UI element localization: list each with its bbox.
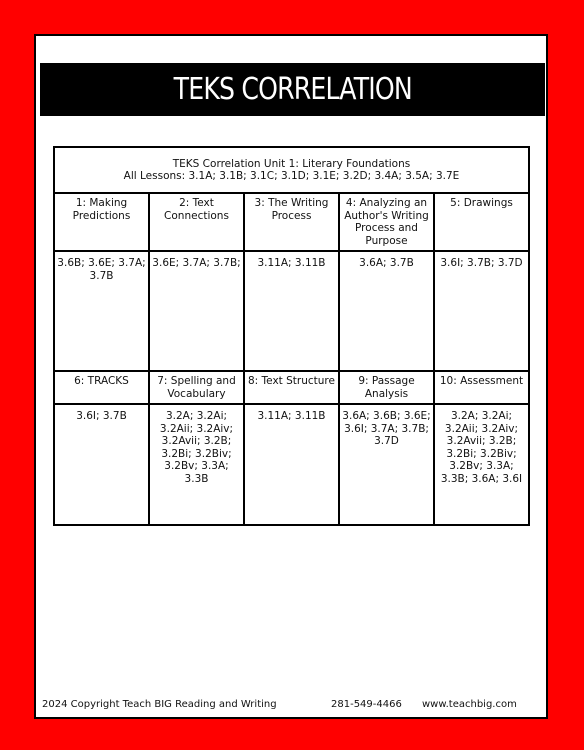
- lesson-header-row: [54, 193, 529, 251]
- table-heading: [54, 147, 529, 193]
- lesson-header: 1: Making Predictions: [54, 193, 149, 251]
- unit-title: TEKS Correlation Unit 1: Literary Foundations: [172, 157, 411, 170]
- lesson-standards: 3.6B; 3.6E; 3.7A; 3.7B: [54, 251, 149, 371]
- lesson-standards: 3.6I; 3.7B: [54, 404, 149, 525]
- lesson-standards-row: [54, 251, 529, 371]
- lesson-standards: 3.11A; 3.11B: [244, 251, 339, 371]
- worksheet-page: [34, 34, 548, 719]
- teks-correlation-table: [53, 146, 530, 526]
- phone-number: 281-549-4466: [331, 699, 402, 710]
- lesson-header: 8: Text Structure: [244, 371, 339, 404]
- lesson-standards: 3.2A; 3.2Ai; 3.2Aii; 3.2Aiv; 3.2Avii; 3.2B; 3.2Bi; 3.2Biv; 3.2Bv; 3.3A; 3.3B: [149, 404, 244, 525]
- lesson-header: 3: The Writing Process: [244, 193, 339, 251]
- page-title: TEKS CORRELATION: [173, 72, 412, 107]
- lesson-standards: 3.6A; 3.7B: [339, 251, 434, 371]
- copyright-text: 2024 Copyright Teach BIG Reading and Writing: [42, 699, 277, 710]
- all-lessons-standards: All Lessons: 3.1A; 3.1B; 3.1C; 3.1D; 3.1E; 3.2D; 3.4A; 3.5A; 3.7E: [123, 170, 460, 182]
- lesson-header-row: [54, 371, 529, 404]
- table-heading-row: [54, 147, 529, 193]
- title-banner: [40, 63, 545, 116]
- lesson-standards: 3.2A; 3.2Ai; 3.2Aii; 3.2Aiv; 3.2Avii; 3.2B; 3.2Bi; 3.2Biv; 3.2Bv; 3.3A; 3.3B; 3.6A; 3.6I: [434, 404, 529, 525]
- lesson-standards-row: [54, 404, 529, 525]
- website-link[interactable]: www.teachbig.com: [422, 699, 517, 710]
- lesson-standards: 3.6A; 3.6B; 3.6E; 3.6I; 3.7A; 3.7B; 3.7D: [339, 404, 434, 525]
- lesson-standards: 3.6I; 3.7B; 3.7D: [434, 251, 529, 371]
- lesson-header: 5: Drawings: [434, 193, 529, 251]
- lesson-header: 2: Text Connections: [149, 193, 244, 251]
- lesson-header: 10: Assessment: [434, 371, 529, 404]
- lesson-standards: 3.6E; 3.7A; 3.7B;: [149, 251, 244, 371]
- lesson-header: 9: Passage Analysis: [339, 371, 434, 404]
- lesson-header: 6: TRACKS: [54, 371, 149, 404]
- lesson-header: 4: Analyzing an Author's Writing Process and Purpose: [339, 193, 434, 251]
- lesson-standards: 3.11A; 3.11B: [244, 404, 339, 525]
- lesson-header: 7: Spelling and Vocabulary: [149, 371, 244, 404]
